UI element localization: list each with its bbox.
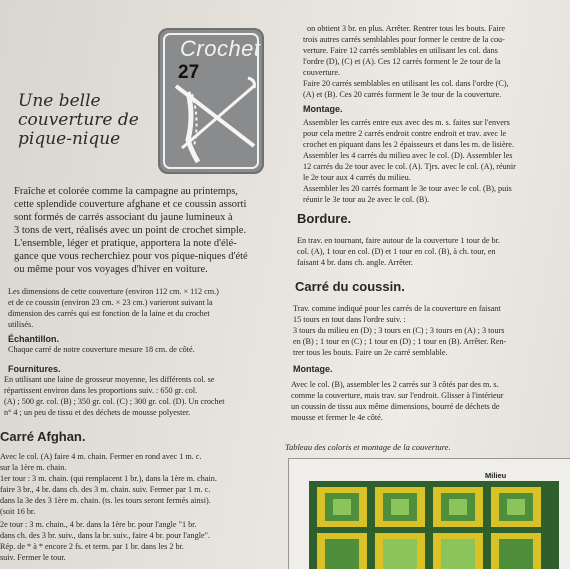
intro-line: sont formés de carrés associant du jaune lumineux à (14, 212, 233, 223)
carre-line: dans la 3e des 3 1ère m. chain. (ts. les tours seront fermés ainsi). (0, 496, 211, 505)
montage-line: Assembler les 4 carrés du milieu avec le col. (D). Assembler les (303, 151, 513, 160)
coussin-line: 15 tours en tout dans l'ordre suiv. : (293, 315, 406, 324)
montage-line: le 2e tour aux 4 carrés du milieu. (303, 173, 411, 182)
logo-word: Crochet (180, 36, 261, 61)
top-line: l'ordre (D), (C) et (A). Ces 12 carrés forment le 2e tour de la (303, 57, 501, 66)
fournitures-line: n° 4 ; un peu de tissu et des déchets de mousse polyester. (4, 408, 191, 417)
page-title: Une belle couverture de pique-nique (18, 91, 139, 149)
carre-line: (soit 16 br. (0, 507, 36, 516)
montage2-heading: Montage. (293, 364, 333, 374)
carre-line: dans ch. des 3 br. suiv., dans la br. suiv., faire 4 br. pour l'angle". (0, 531, 210, 540)
coussin-line: en (B) ; 1 tour en (C) ; 1 tour en (D) ; 1 tour en (B). Arrêter. Ren- (293, 337, 507, 346)
intro-line: cette splendide couverture afghane et ce coussin assorti (14, 199, 247, 210)
intro-line: L'ensemble, léger et pratique, apportera la note d'élé- (14, 238, 237, 249)
montage-line: 12 carrés du 2e tour avec le col. (A). Tjrs. avec le col. (A), réunir (303, 162, 516, 171)
bordure-line: faisant 4 br. dans ch. angle. Arrêter. (297, 258, 413, 267)
carre-line: 1er tour : 3 m. chain. (qui remplacent 1 br.), dans la 1ère m. chain. (0, 474, 217, 483)
coussin-line: trer tous les bouts. Faire un 2e carré semblable. (293, 348, 448, 357)
montage2-line: mousse et fermer le 4e côté. (291, 413, 383, 422)
top-line: trois autres carrés semblables pour former le centre de la cou- (303, 35, 505, 44)
echantillon-heading: Échantillon. (8, 334, 60, 344)
montage2-line: un coussin de tissu aux même dimensions, bourré de déchets de (291, 402, 500, 411)
crochet-logo (158, 28, 264, 174)
dimensions-line: dimension des carrés qui est fonction de la laine et du crochet (8, 309, 210, 318)
coussin-line: 3 tours du milieu en (D) ; 3 tours en (C) ; 3 tours en (A) ; 3 tours (293, 326, 505, 335)
top-line: couverture. (303, 68, 341, 77)
blanket-diagram (288, 458, 570, 569)
intro-line: 3 tons de vert, réalisés avec un point de crochet simple. (14, 225, 247, 236)
coussin-line: Trav. comme indiqué pour les carrés de la couverture en faisant (293, 304, 501, 313)
carre-line: sur la 1ère m. chain. (0, 463, 67, 472)
montage2-line: Avec le col. (B), assembler les 2 carrés sur 3 côtés par des m. s. (291, 380, 499, 389)
montage-line: Assembler les carrés entre eux avec des m. s. faites sur l'envers (303, 118, 510, 127)
bordure-line: col. (A), 1 tour en col. (D) et 1 tour en col. (B), à ch. tour, en (297, 247, 496, 256)
dimensions-line: Les dimensions de cette couverture (environ 112 cm. × 112 cm.) (8, 287, 219, 296)
montage-line: crochet en piquant dans les 2 épaisseurs et dans les m. de lisière. (303, 140, 514, 149)
top-line: verture. Faire 12 carrés semblables en utilisant les col. dans (303, 46, 498, 55)
montage2-line: comme la couverture, mais trav. sur l'endroit. Glisser à l'intérieur (291, 391, 504, 400)
bordure-heading: Bordure. (297, 211, 352, 226)
logo-number: 27 (178, 62, 200, 83)
blanket-squares-illustration (309, 481, 559, 569)
intro-line: gance que vous recherchiez pour vos pique-niques d'été (14, 251, 248, 262)
coussin-heading: Carré du coussin. (295, 279, 405, 294)
carre-line: Rép. de * à * encore 2 fs. et term. par 1 br. dans les 2 br. (0, 542, 184, 551)
top-line: Faire 20 carrés semblables en utilisant les col. dans l'ordre (C), (303, 79, 509, 88)
montage-line: réunir le 3e tour au 2e avec le col. (B). (303, 195, 430, 204)
montage-heading: Montage. (303, 104, 343, 114)
montage-line: pour cela mettre 2 carrés endroit contre endroit et trav. avec le (303, 129, 507, 138)
dimensions-line: utilisés. (8, 320, 34, 329)
bordure-line: En trav. en tournant, faire autour de la couverture 1 tour de br. (297, 236, 500, 245)
carre-line: 2e tour : 3 m. chain., 4 br. dans la 1ère br. pour l'angle "1 br. (0, 520, 197, 529)
carre-line: suiv. Fermer le tour. (0, 553, 66, 562)
fournitures-line: (A) ; 500 gr. col. (B) ; 350 gr. col. (C) ; 300 gr. col. (D). Un crochet (4, 397, 225, 406)
top-line: on obtient 3 br. en plus. Arrêter. Rentrer tous les bouts. Faire (307, 24, 506, 33)
diagram-caption: Tableau des coloris et montage de la couverture. (285, 442, 451, 452)
dimensions-line: et de ce coussin (environ 23 cm. × 23 cm.) varieront suivant la (8, 298, 213, 307)
intro-line: ou même pour vos voyages d'hiver en voiture. (14, 264, 208, 275)
carre-line: faire 3 br., 4 br. dans ch. des 3 m. chain. suiv. Fermer par 1 m. c. (0, 485, 211, 494)
fournitures-line: En utilisant une laine de grosseur moyenne, les différents col. se (4, 375, 215, 384)
echantillon-text: Chaque carré de notre couverture mesure 18 cm. de côté. (8, 345, 195, 354)
carre-afghan-heading: Carré Afghan. (0, 429, 86, 444)
montage-line: Assembler les 20 carrés formant le 3e tour avec le col. (B), puis (303, 184, 512, 193)
fournitures-heading: Fournitures. (8, 364, 61, 374)
top-line: (A) et (B). Ces 20 carrés forment le 3e tour de la couverture. (303, 90, 502, 99)
diagram-label-milieu: Milieu (485, 471, 507, 480)
carre-line: Avec le col. (A) faire 4 m. chain. Fermer en rond avec 1 m. c. (0, 452, 202, 461)
fournitures-line: répartissent environ dans les proportions suiv. : 650 gr. col. (4, 386, 198, 395)
intro-line: Fraîche et colorée comme la campagne au printemps, (14, 186, 238, 197)
